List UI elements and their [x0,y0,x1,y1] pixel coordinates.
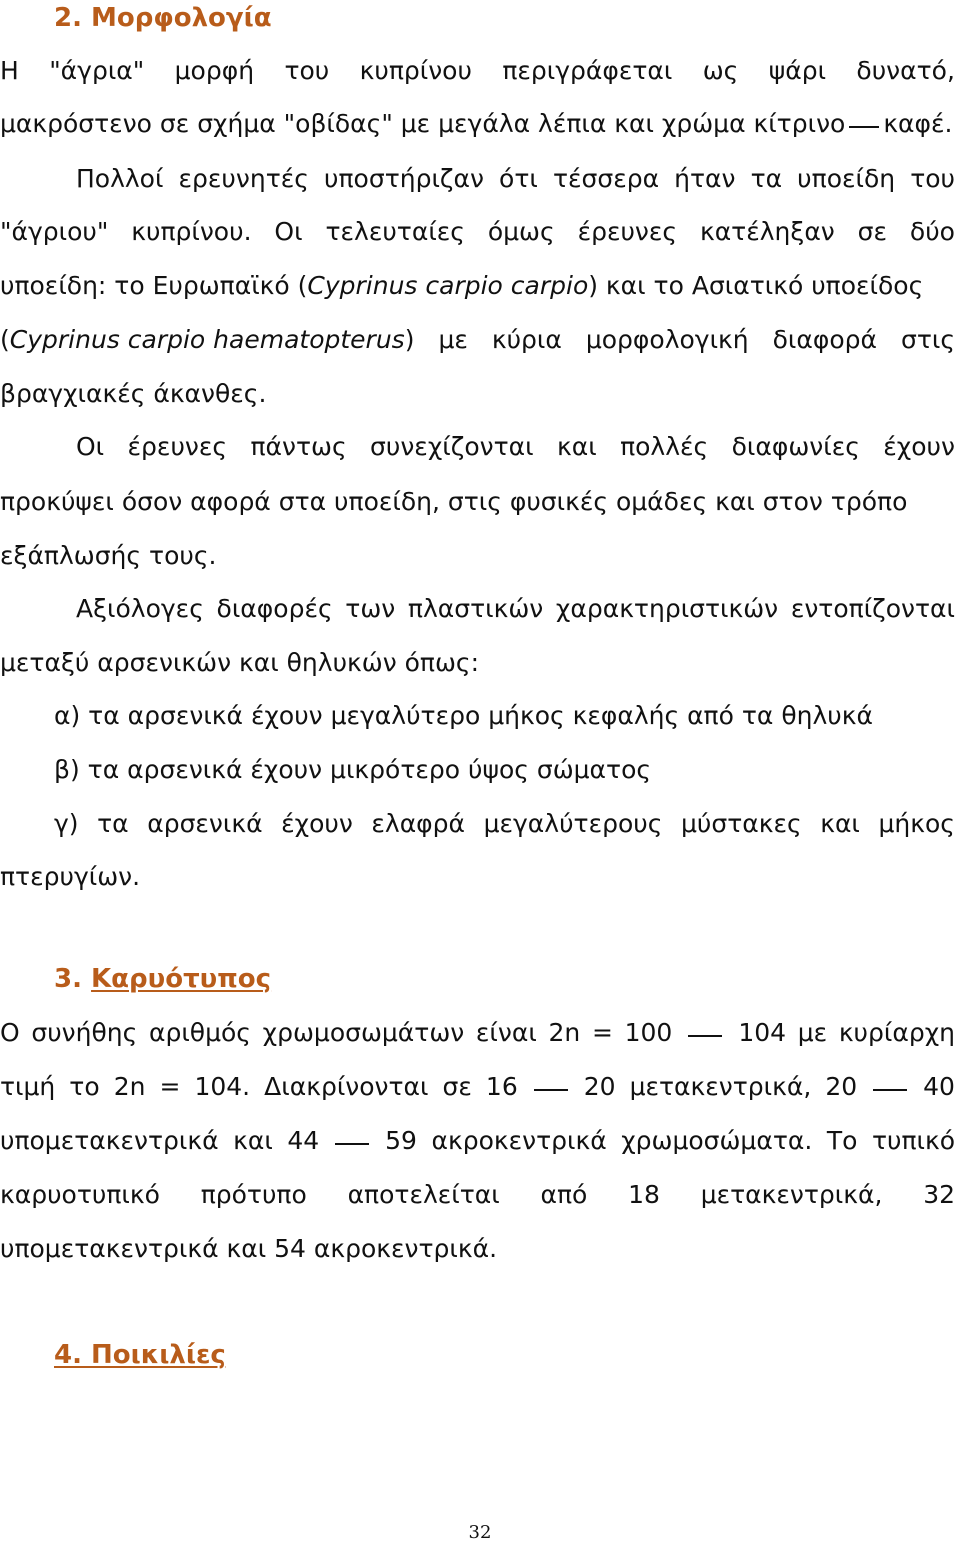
list-item: α) τα αρσενικά έχουν μεγαλύτερο μήκος κεφαλής από τα θηλυκά [54,701,873,730]
section-heading-varieties: 4. Ποικιλίες [54,1340,226,1370]
section-heading-karyotype: 3. Καρυότυπος [54,964,272,994]
paragraph-line: Η "άγρια" μορφή του κυπρίνου περιγράφεται ως ψάρι δυνατό, [0,56,955,85]
page-number: 32 [468,1522,492,1543]
paragraph-line: μεταξύ αρσενικών και θηλυκών όπως: [0,648,479,677]
species-name: Cyprinus carpio haematopterus [9,325,405,354]
dash-glyph [335,1143,369,1145]
dash-glyph [688,1035,722,1037]
paragraph-line: Πολλοί ερευνητές υποστήριζαν ότι τέσσερα ήταν τα υποείδη του [76,164,955,193]
list-item: γ) τα αρσενικά έχουν ελαφρά μεγαλύτερους μύστακες και μήκος [54,809,955,838]
paragraph-line: Αξιόλογες διαφορές των πλαστικών χαρακτηριστικών εντοπίζονται [76,594,955,623]
paragraph-line: μακρόστενο σε σχήμα "οβίδας" με μεγάλα λέπια και χρώμα κίτρινο καφέ. [0,109,953,138]
paragraph-line: εξάπλωσής τους. [0,541,217,570]
section-heading-morphology: 2. Μορφολογία [54,3,272,33]
paragraph-line: υπομετακεντρικά και 44 59 ακροκεντρικά χρωμοσώματα. Το τυπικό [0,1126,955,1155]
paragraph-line: καρυοτυπικό πρότυπο αποτελείται από 18 μετακεντρικά, 32 [0,1180,955,1209]
dash-glyph [849,126,879,128]
dash-glyph [873,1089,907,1091]
paragraph-line: τιμή το 2n = 104. Διακρίνονται σε 16 20 μετακεντρικά, 20 40 [0,1072,955,1101]
dash-glyph [534,1089,568,1091]
paragraph-line: "άγριου" κυπρίνου. Οι τελευταίες όμως έρευνες κατέληξαν σε δύο [0,217,955,246]
paragraph-line: πτερυγίων. [0,862,141,891]
paragraph-line: Οι έρευνες πάντως συνεχίζονται και πολλές διαφωνίες έχουν [76,432,955,461]
list-item: β) τα αρσενικά έχουν μικρότερο ύψος σώματος [54,755,652,784]
paragraph-line: υπομετακεντρικά και 54 ακροκεντρικά. [0,1234,498,1263]
species-name: Cyprinus carpio carpio [307,271,589,300]
paragraph-line: προκύψει όσον αφορά στα υποείδη, στις φυσικές ομάδες και στον τρόπο [0,487,908,516]
paragraph-line: Ο συνήθης αριθμός χρωμοσωμάτων είναι 2n = 100 104 με κυρίαρχη [0,1018,955,1047]
paragraph-line: (Cyprinus carpio haematopterus) με κύρια μορφολογική διαφορά στις [0,325,955,354]
paragraph-line: υποείδη: το Ευρωπαϊκό (Cyprinus carpio carpio) και το Ασιατικό υποείδος [0,271,924,300]
paragraph-line: βραγχιακές άκανθες. [0,379,267,408]
